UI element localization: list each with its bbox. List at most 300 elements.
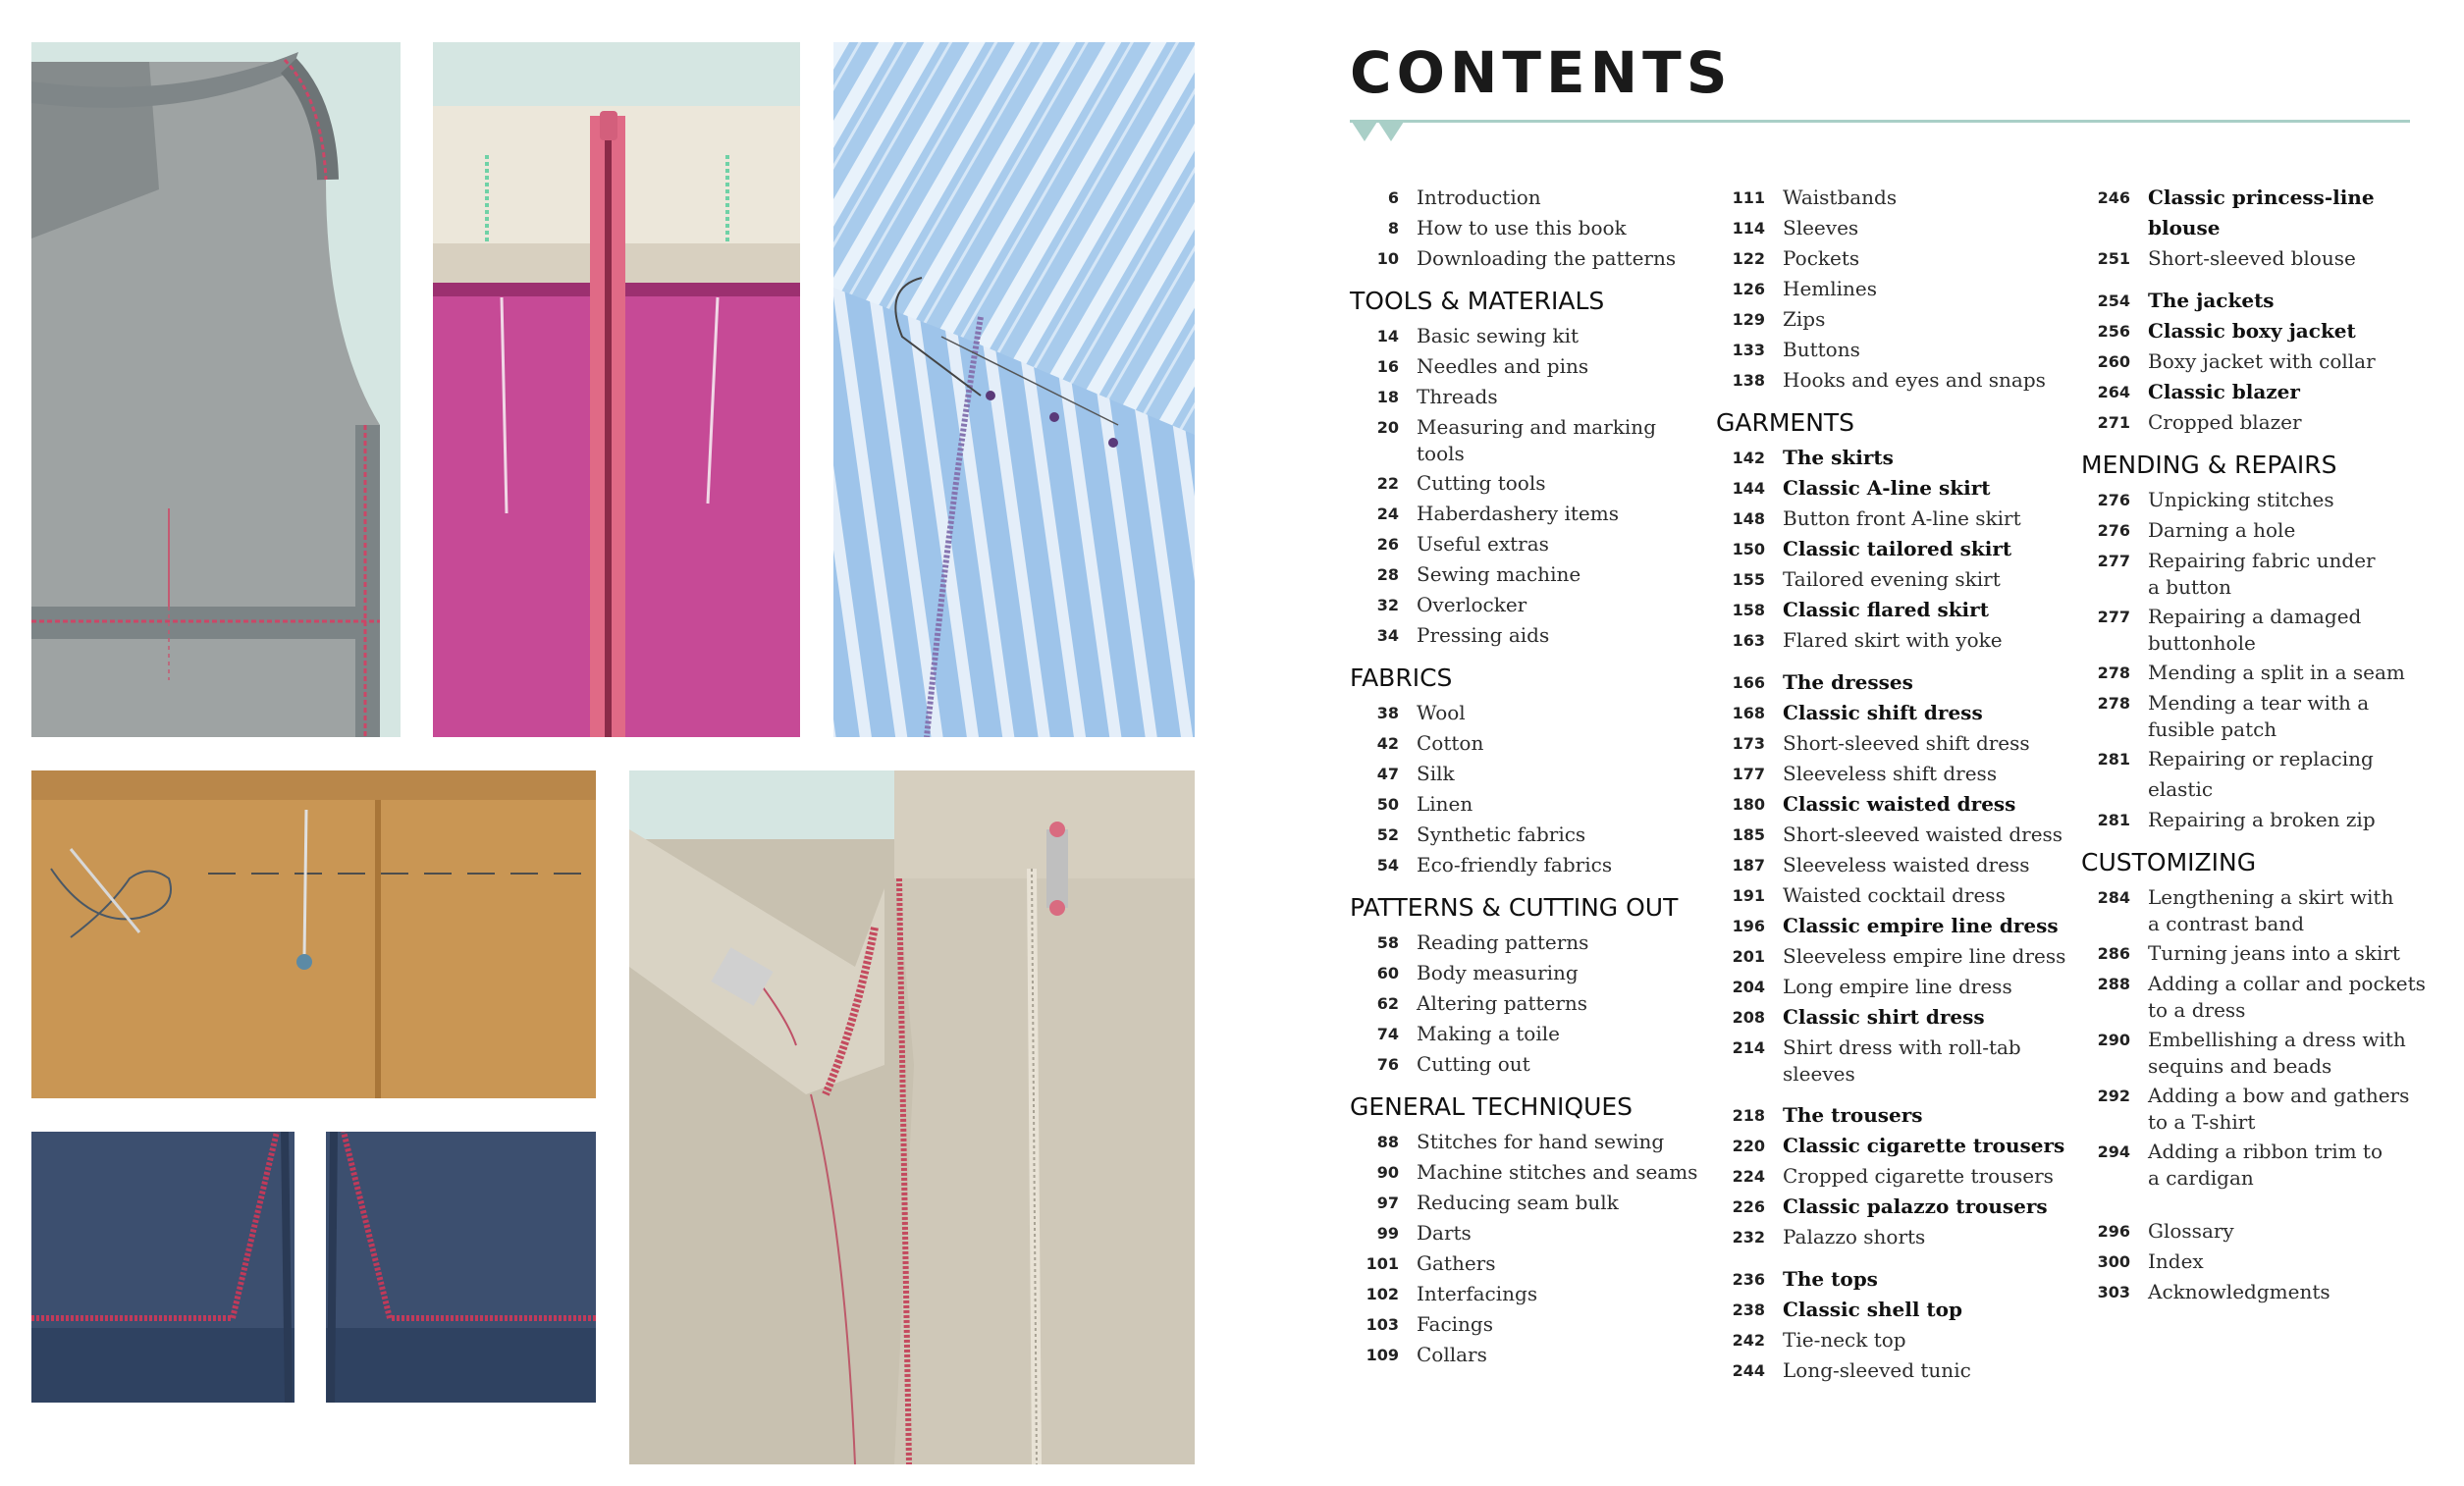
entry-title-line: Classic boxy jacket — [2148, 319, 2356, 343]
toc-entry — [1716, 304, 2079, 335]
page-number: 148 — [1732, 509, 1765, 528]
toc-entry — [1350, 529, 1713, 559]
entry-title-line: Sleeveless shift dress — [1783, 762, 1998, 785]
entry-title — [2148, 515, 2444, 546]
entry-title — [1783, 1325, 2079, 1355]
section-heading: TOOLS & MATERIALS — [1350, 287, 1605, 315]
page-number: 142 — [1732, 449, 1765, 467]
spacer — [1716, 656, 2079, 667]
entry-title — [2148, 1247, 2444, 1277]
entry-title-line: Cropped cigarette trousers — [1783, 1164, 2054, 1188]
entry-title-line: Tailored evening skirt — [1783, 567, 2001, 591]
page-number: 196 — [1732, 917, 1765, 935]
entry-title-line: Wool — [1417, 701, 1466, 724]
entry-title-line: Needles and pins — [1417, 354, 1589, 378]
toc-entry — [1350, 412, 1713, 468]
entry-title — [2148, 969, 2444, 1025]
grey-bodice-overlocked-seams-photo — [31, 42, 401, 737]
entry-title-line: Sewing machine — [1417, 562, 1581, 586]
entry-title-line-2: sequins and beads — [2148, 1054, 2332, 1078]
page-number: 256 — [2097, 322, 2130, 341]
page-number: 187 — [1732, 856, 1765, 875]
entry-title — [1783, 1295, 2079, 1325]
entry-title-line: Facings — [1417, 1312, 1493, 1336]
toc-entry — [1716, 820, 2079, 850]
page-number: 180 — [1732, 795, 1765, 814]
page-number: 76 — [1376, 1055, 1399, 1074]
toc-entry — [1716, 443, 2079, 473]
toc-entry — [1350, 590, 1713, 620]
toc-entry — [1716, 1100, 2079, 1131]
page-number: 271 — [2097, 413, 2130, 432]
page-number: 52 — [1376, 825, 1399, 844]
page-title: CONTENTS — [1350, 39, 1733, 106]
entry-title — [1417, 499, 1713, 529]
toc-entry — [2081, 805, 2444, 835]
section-heading: FABRICS — [1350, 663, 1453, 692]
page-number: 218 — [1732, 1106, 1765, 1125]
entry-title — [1783, 183, 2079, 213]
entry-title-line: Mending a tear with a — [2148, 691, 2370, 715]
toc-entry — [1716, 274, 2079, 304]
linen-trouser-fly-zip-hook-bar-photo — [629, 770, 1195, 1464]
page-number: 109 — [1366, 1346, 1399, 1364]
entry-title — [2148, 546, 2444, 602]
entry-title — [1783, 789, 2079, 820]
entry-title — [1417, 850, 1713, 880]
page-number: 191 — [1732, 886, 1765, 905]
page-number: 238 — [1732, 1300, 1765, 1319]
entry-title-line: Boxy jacket with collar — [2148, 349, 2376, 373]
toc-entry — [1350, 183, 1713, 213]
entry-title — [1417, 620, 1713, 651]
entry-title-line: Zips — [1783, 307, 1826, 331]
page-number: 20 — [1376, 418, 1399, 437]
entry-title — [1783, 698, 2079, 728]
entry-title — [1417, 1127, 1713, 1157]
page-number: 10 — [1376, 249, 1399, 268]
toc-entry — [1716, 759, 2079, 789]
page-number: 28 — [1376, 565, 1399, 584]
page-number: 102 — [1366, 1285, 1399, 1303]
entry-title — [1783, 243, 2079, 274]
entry-title-line: Buttons — [1783, 338, 1860, 361]
entry-title-line: Acknowledgments — [2148, 1280, 2330, 1303]
entry-title-line: Long-sleeved tunic — [1783, 1358, 1971, 1382]
entry-title — [2148, 882, 2444, 938]
page-number: 281 — [2097, 750, 2130, 769]
page-number: 242 — [1732, 1331, 1765, 1350]
toc-entry — [1716, 1192, 2079, 1222]
toc-entry — [2081, 407, 2444, 438]
page-number: 277 — [2097, 552, 2130, 570]
toc-entry — [2081, 485, 2444, 515]
entry-title — [2148, 744, 2444, 805]
entry-title-line: Flared skirt with yoke — [1783, 628, 2003, 652]
page-number: 114 — [1732, 219, 1765, 238]
entry-title — [1783, 443, 2079, 473]
page-number: 254 — [2097, 292, 2130, 310]
entry-title-line: Machine stitches and seams — [1417, 1160, 1698, 1184]
entry-title — [1783, 1222, 2079, 1252]
page-number: 292 — [2097, 1087, 2130, 1105]
entry-title — [1783, 564, 2079, 595]
page-number: 26 — [1376, 535, 1399, 554]
entry-title — [1783, 213, 2079, 243]
page-number: 276 — [2097, 491, 2130, 509]
entry-title — [1417, 412, 1713, 468]
toc-entry — [1716, 1131, 2079, 1161]
entry-title-line: Reading patterns — [1417, 930, 1589, 954]
section-heading: CUSTOMIZING — [2081, 848, 2257, 876]
entry-title — [1783, 1131, 2079, 1161]
page-number: 97 — [1376, 1194, 1399, 1212]
entry-title — [1783, 1355, 2079, 1386]
page-number: 18 — [1376, 388, 1399, 406]
spacer — [2081, 274, 2444, 286]
page-number: 144 — [1732, 479, 1765, 498]
entry-title — [2148, 377, 2444, 407]
entry-title — [1783, 759, 2079, 789]
entry-title — [1783, 911, 2079, 941]
toc-entry — [2081, 286, 2444, 316]
toc-entry — [1350, 321, 1713, 351]
toc-entry — [1350, 1157, 1713, 1188]
toc-entry — [1716, 473, 2079, 504]
entry-title — [1417, 243, 1713, 274]
toc-entry — [2081, 688, 2444, 744]
entry-title-line: Downloading the patterns — [1417, 246, 1677, 270]
toc-column-2 — [1716, 183, 2079, 1386]
triangle-marker — [1378, 122, 1404, 141]
entry-title — [1783, 1033, 2079, 1088]
spacer — [2081, 1193, 2444, 1204]
entry-title-line: How to use this book — [1417, 216, 1627, 239]
entry-title-line: Classic shell top — [1783, 1298, 1962, 1321]
entry-title-line: Waistbands — [1783, 186, 1898, 209]
page-number: 294 — [2097, 1142, 2130, 1161]
toc-entry — [1716, 880, 2079, 911]
entry-title-line: Reducing seam bulk — [1417, 1191, 1619, 1214]
entry-title — [1417, 820, 1713, 850]
entry-title-line: Eco-friendly fabrics — [1417, 853, 1613, 876]
toc-entry — [1716, 698, 2079, 728]
toc-entry — [1350, 1340, 1713, 1370]
toc-entry — [1716, 1264, 2079, 1295]
entry-title — [1783, 1192, 2079, 1222]
entry-title — [1417, 382, 1713, 412]
toc-column-1 — [1350, 183, 1713, 1370]
entry-title-line: Threads — [1417, 385, 1498, 408]
page-number: 99 — [1376, 1224, 1399, 1243]
entry-title — [1417, 1279, 1713, 1309]
entry-title-line: Cotton — [1417, 731, 1484, 755]
toc-entry — [2081, 938, 2444, 969]
entry-title — [1417, 321, 1713, 351]
entry-title-line: Adding a ribbon trim to — [2148, 1140, 2384, 1163]
entry-title — [1783, 595, 2079, 625]
entry-title-line: Sleeveless waisted dress — [1783, 853, 2030, 876]
entry-title-line: Making a toile — [1417, 1022, 1560, 1045]
entry-title-line: Introduction — [1417, 186, 1541, 209]
entry-title-line: Shirt dress with roll-tab — [1783, 1035, 2021, 1059]
toc-entry — [1350, 213, 1713, 243]
entry-title-line: Classic palazzo trousers — [1783, 1194, 2048, 1218]
page-number: 276 — [2097, 521, 2130, 540]
entry-title — [1783, 504, 2079, 534]
spacer — [1716, 1088, 2079, 1100]
page-number: 244 — [1732, 1361, 1765, 1380]
entry-title-line-2: buttonhole — [2148, 631, 2256, 655]
entry-title-line: Useful extras — [1417, 532, 1549, 556]
entry-title-line: Interfacings — [1417, 1282, 1538, 1305]
page-number: 24 — [1376, 504, 1399, 523]
entry-title-line-2: sleeves — [1783, 1062, 1855, 1086]
toc-entry — [1716, 504, 2079, 534]
spacer — [1716, 1252, 2079, 1264]
toc-entry — [2081, 1277, 2444, 1307]
entry-title — [1783, 820, 2079, 850]
toc-entry — [1716, 941, 2079, 972]
page-number: 150 — [1732, 540, 1765, 558]
entry-title — [2148, 286, 2444, 316]
entry-title-line-2: to a dress — [2148, 998, 2246, 1022]
toc-entry — [1716, 595, 2079, 625]
entry-title — [1783, 941, 2079, 972]
page-number: 166 — [1732, 673, 1765, 692]
entry-title — [1417, 1218, 1713, 1248]
page-number: 88 — [1376, 1133, 1399, 1151]
toc-entry — [1350, 698, 1713, 728]
toc-entry — [1716, 972, 2079, 1002]
entry-title — [1417, 759, 1713, 789]
entry-title-line: Darts — [1417, 1221, 1472, 1245]
page-number: 177 — [1732, 765, 1765, 783]
entry-title-line: Repairing a damaged — [2148, 605, 2362, 628]
entry-title — [2148, 805, 2444, 835]
page-number: 208 — [1732, 1008, 1765, 1027]
toc-entry — [1350, 1188, 1713, 1218]
entry-title-line: Classic flared skirt — [1783, 598, 1989, 621]
entry-title-line: Index — [2148, 1249, 2204, 1273]
mustard-fabric-tacking-stitches-photo — [31, 770, 596, 1098]
entry-title — [1417, 698, 1713, 728]
entry-title-line: Repairing or replacing elastic — [2148, 747, 2374, 801]
page-number: 58 — [1376, 933, 1399, 952]
entry-title-line: Sleeveless empire line dress — [1783, 944, 2066, 968]
entry-title-line: Cropped blazer — [2148, 410, 2302, 434]
entry-title — [1417, 1157, 1713, 1188]
toc-entry — [1716, 728, 2079, 759]
entry-title-line: Classic cigarette trousers — [1783, 1134, 2065, 1157]
toc-entry — [1350, 759, 1713, 789]
entry-title — [1783, 850, 2079, 880]
toc-entry — [1350, 468, 1713, 499]
section-heading: MENDING & REPAIRS — [2081, 451, 2337, 479]
entry-title — [2148, 1216, 2444, 1247]
page-number: 168 — [1732, 704, 1765, 722]
entry-title-line: Short-sleeved blouse — [2148, 246, 2356, 270]
spacer — [2081, 1204, 2444, 1216]
toc-entry — [1716, 213, 2079, 243]
entry-title — [2148, 407, 2444, 438]
page-number: 22 — [1376, 474, 1399, 493]
entry-title — [1417, 789, 1713, 820]
toc-entry — [1716, 1295, 2079, 1325]
entry-title — [1783, 304, 2079, 335]
entry-title-line: Waisted cocktail dress — [1783, 883, 2006, 907]
page-number: 173 — [1732, 734, 1765, 753]
toc-entry — [1350, 499, 1713, 529]
section-heading: PATTERNS & CUTTING OUT — [1350, 893, 1679, 922]
entry-title — [1417, 1309, 1713, 1340]
entry-title-line: Classic shift dress — [1783, 701, 1983, 724]
toc-entry — [2081, 546, 2444, 602]
toc-entry — [2081, 969, 2444, 1025]
entry-title-line: Hooks and eyes and snaps — [1783, 368, 2046, 392]
entry-title — [1417, 1340, 1713, 1370]
page-number: 284 — [2097, 888, 2130, 907]
entry-title-line: Classic A-line skirt — [1783, 476, 1991, 500]
toc-entry — [1350, 559, 1713, 590]
entry-title — [1783, 728, 2079, 759]
toc-entry — [2081, 744, 2444, 805]
toc-entry — [1716, 1222, 2079, 1252]
entry-title-line: Darning a hole — [2148, 518, 2296, 542]
entry-title-line: Pressing aids — [1417, 623, 1550, 647]
toc-entry — [1350, 620, 1713, 651]
blue-striped-fabric-pinned-hem-photo — [833, 42, 1195, 737]
page-number: 138 — [1732, 371, 1765, 390]
entry-title-line: The trousers — [1783, 1103, 1923, 1127]
toc-entry — [1716, 1002, 2079, 1033]
entry-title — [1417, 1248, 1713, 1279]
toc-entry — [1350, 243, 1713, 274]
entry-title-line: Cutting out — [1417, 1052, 1530, 1076]
page-number: 155 — [1732, 570, 1765, 589]
entry-title-line: Palazzo shorts — [1783, 1225, 1926, 1248]
entry-title-line: Classic tailored skirt — [1783, 537, 2012, 560]
entry-title-line: Altering patterns — [1417, 991, 1588, 1015]
triangle-marker — [1352, 122, 1377, 141]
entry-title-line: Collars — [1417, 1343, 1487, 1366]
page-number: 246 — [2097, 188, 2130, 207]
entry-title — [1417, 988, 1713, 1019]
page-number: 236 — [1732, 1270, 1765, 1289]
page-number: 6 — [1387, 188, 1399, 207]
page-number: 42 — [1376, 734, 1399, 753]
entry-title — [1783, 880, 2079, 911]
toc-entry — [1350, 820, 1713, 850]
entry-title — [2148, 1081, 2444, 1137]
page-number: 204 — [1732, 978, 1765, 996]
toc-entry — [1350, 1218, 1713, 1248]
toc-entry — [2081, 316, 2444, 346]
toc-entry — [1350, 1248, 1713, 1279]
entry-title — [1783, 274, 2079, 304]
entry-title-line: Adding a collar and pockets — [2148, 972, 2426, 995]
page-number: 16 — [1376, 357, 1399, 376]
page-number: 278 — [2097, 663, 2130, 682]
entry-title-line: Classic shirt dress — [1783, 1005, 1985, 1029]
entry-title — [1783, 335, 2079, 365]
entry-title — [1417, 529, 1713, 559]
page-number: 214 — [1732, 1038, 1765, 1057]
entry-title-line: Button front A-line skirt — [1783, 506, 2021, 530]
entry-title — [1783, 1100, 2079, 1131]
entry-title-line: Tie-neck top — [1783, 1328, 1906, 1352]
toc-entry — [1716, 1161, 2079, 1192]
entry-title — [1417, 351, 1713, 382]
section-heading: GENERAL TECHNIQUES — [1350, 1092, 1634, 1121]
toc-entry — [2081, 882, 2444, 938]
toc-entry — [2081, 1247, 2444, 1277]
entry-title — [2148, 183, 2444, 243]
page-number: 226 — [1732, 1197, 1765, 1216]
page-number: 260 — [2097, 352, 2130, 371]
page-number: 60 — [1376, 964, 1399, 982]
entry-title-line: Hemlines — [1783, 277, 1878, 300]
entry-title-line: Repairing fabric under — [2148, 549, 2376, 572]
toc-entry — [1716, 564, 2079, 595]
page-number: 34 — [1376, 626, 1399, 645]
entry-title-line: Classic blazer — [2148, 380, 2300, 403]
entry-title-line: Mending a split in a seam — [2148, 661, 2405, 684]
entry-title-line: Adding a bow and gathers — [2148, 1084, 2410, 1107]
entry-title-line: Short-sleeved shift dress — [1783, 731, 2030, 755]
toc-entry — [2081, 602, 2444, 658]
title-rule — [1350, 120, 2410, 123]
page-number: 220 — [1732, 1137, 1765, 1155]
entry-title-line: Glossary — [2148, 1219, 2234, 1243]
entry-title-line: Lengthening a skirt with — [2148, 885, 2394, 909]
page-number: 224 — [1732, 1167, 1765, 1186]
toc-entry — [2081, 1081, 2444, 1137]
entry-title-line-2: a cardigan — [2148, 1166, 2254, 1190]
page-number: 288 — [2097, 975, 2130, 993]
entry-title — [2148, 1025, 2444, 1081]
toc-entry — [1716, 183, 2079, 213]
toc-entry — [1350, 958, 1713, 988]
page-number: 47 — [1376, 765, 1399, 783]
entry-title — [1783, 972, 2079, 1002]
entry-title-line: Classic waisted dress — [1783, 792, 2016, 816]
entry-title — [1783, 473, 2079, 504]
entry-title-line: The skirts — [1783, 446, 1894, 469]
entry-title-line: Synthetic fabrics — [1417, 823, 1586, 846]
entry-title-line: Repairing a broken zip — [2148, 808, 2376, 831]
page-number: 158 — [1732, 601, 1765, 619]
toc-entry — [1716, 911, 2079, 941]
entry-title-line: Unpicking stitches — [2148, 488, 2334, 511]
entry-title-line: The jackets — [2148, 289, 2275, 312]
entry-title-line: The dresses — [1783, 670, 1913, 694]
page-number: 232 — [1732, 1228, 1765, 1247]
page-number: 296 — [2097, 1222, 2130, 1241]
entry-title — [2148, 346, 2444, 377]
page-number: 32 — [1376, 596, 1399, 614]
page-number: 54 — [1376, 856, 1399, 875]
toc-entry — [1350, 382, 1713, 412]
page-number: 281 — [2097, 811, 2130, 829]
entry-title — [1417, 928, 1713, 958]
entry-title — [1417, 183, 1713, 213]
toc-entry — [1716, 850, 2079, 880]
pink-skirt-invisible-zip-photo — [433, 42, 800, 737]
toc-entry — [1716, 625, 2079, 656]
entry-title-line: Measuring and marking — [1417, 415, 1656, 439]
entry-title-line-2: a contrast band — [2148, 912, 2304, 935]
